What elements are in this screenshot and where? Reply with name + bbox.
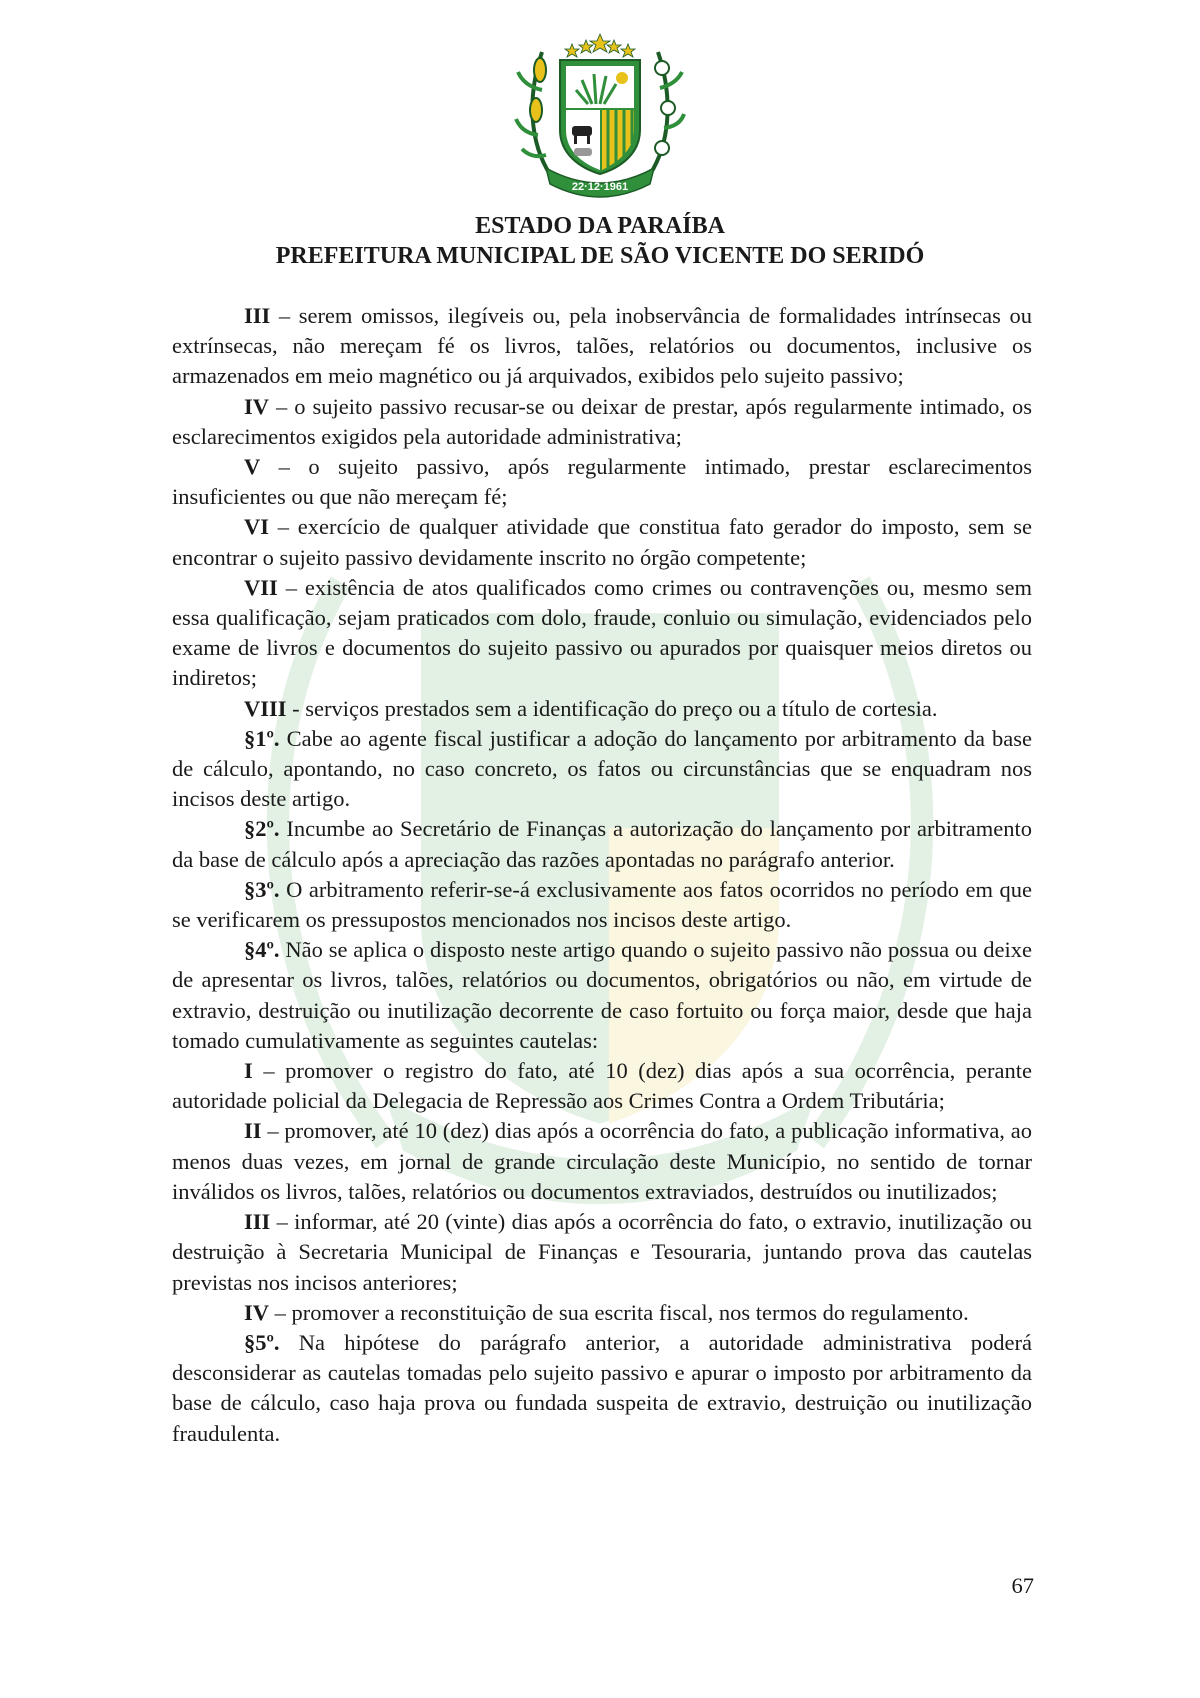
paragraph-text: Não se aplica o disposto neste artigo quando o sujeito passivo não possua ou deixe de apresentar os livros, talões, relatórios ou documentos, obrigatórios ou não, em virtude de extravio, destruição ou inutilização decorrente de caso fortuito ou força maior, desde que haja tomado cumulativamente as seguintes cautelas: bbox=[172, 937, 1032, 1053]
shield-icon bbox=[560, 60, 640, 174]
paragraph-label: §1º. bbox=[244, 725, 280, 751]
paragraph-label: §2º. bbox=[244, 816, 280, 842]
paragraph-text: – o sujeito passivo, após regularmente intimado, prestar esclarecimentos insuficientes ou que não mereçam fé; bbox=[172, 454, 1032, 510]
paragraph bbox=[172, 1207, 1032, 1298]
paragraph-label: VIII bbox=[244, 695, 287, 721]
stars-icon bbox=[565, 34, 635, 57]
paragraph bbox=[172, 1116, 1032, 1207]
paragraph-text: – o sujeito passivo recusar-se ou deixar de prestar, após regularmente intimado, os esclarecimentos exigidos pela autoridade administrativa; bbox=[172, 393, 1032, 449]
paragraph-label: III bbox=[244, 303, 271, 328]
paragraph-text: – informar, até 20 (vinte) dias após a ocorrência do fato, o extravio, inutilização ou destruição à Secretaria Municipal de Finanças e Tesouraria, juntando prova das cautelas previstas nos incisos anteriores; bbox=[172, 1209, 1032, 1295]
paragraph-label: I bbox=[244, 1058, 253, 1084]
paragraph bbox=[172, 814, 1032, 874]
paragraph-text: – promover a reconstituição de sua escrita fiscal, nos termos do regulamento. bbox=[269, 1299, 969, 1325]
paragraph-text: O arbitramento referir-se-á exclusivamente aos fatos ocorridos no período em que se verificarem os pressupostos mencionados nos incisos deste artigo. bbox=[172, 876, 1032, 933]
paragraph-label: V bbox=[244, 454, 261, 480]
state-title: ESTADO DA PARAÍBA bbox=[475, 213, 725, 239]
paragraph-label: §5º. bbox=[244, 1329, 280, 1355]
paragraph bbox=[172, 452, 1032, 512]
paragraph-text: – exercício de qualquer atividade que constitua fato gerador do imposto, sem se encontrar o sujeito passivo devidamente inscrito no órgão competente; bbox=[172, 514, 1032, 570]
paragraph-label: §3º. bbox=[244, 876, 280, 902]
paragraph-text: – promover o registro do fato, até 10 (dez) dias após a sua ocorrência, perante autoridade policial da Delegacia de Repressão aos Crimes Contra a Ordem Tributária; bbox=[172, 1058, 1032, 1114]
paragraph-text: – serem omissos, ilegíveis ou, pela inobservância de formalidades intrínsecas ou extrínsecas, não mereçam fé os livros, talões, relatórios ou documentos, inclusive os armazenados em meio magnético ou já arquivados, exibidos pelo sujeito passivo; bbox=[172, 303, 1032, 389]
paragraph bbox=[172, 1056, 1032, 1116]
crest-date: 22·12·1961 bbox=[571, 181, 629, 193]
paragraph-text: Incumbe ao Secretário de Finanças a autorização do lançamento por arbitramento da base de cálculo após a apreciação das razões apontadas no parágrafo anterior. bbox=[172, 816, 1032, 872]
paragraph-label: III bbox=[244, 1209, 271, 1235]
municipal-coat-of-arms bbox=[512, 30, 688, 202]
paragraph-text: Cabe ao agente fiscal justificar a adoção do lançamento por arbitramento da base de cálculo, apontando, no caso concreto, os fatos ou circunstâncias que se enquadram nos incisos deste artigo. bbox=[172, 725, 1032, 812]
paragraph bbox=[172, 392, 1032, 452]
municipality-title: PREFEITURA MUNICIPAL DE SÃO VICENTE DO SERIDÓ bbox=[275, 243, 925, 269]
paragraph-label: VII bbox=[244, 574, 278, 600]
paragraph-label: II bbox=[244, 1118, 262, 1144]
paragraph-text: – promover, até 10 (dez) dias após a ocorrência do fato, a publicação informativa, ao menos duas vezes, em jornal de grande circulação deste Município, no sentido de tornar inválidos os livros, talões, relatórios ou documentos extraviados, destruídos ou inutilizados; bbox=[172, 1118, 1032, 1204]
paragraph bbox=[172, 935, 1032, 1056]
paragraph bbox=[172, 694, 1032, 724]
paragraph bbox=[172, 724, 1032, 815]
paragraph bbox=[172, 875, 1032, 935]
paragraph bbox=[172, 301, 1032, 392]
paragraph-label: IV bbox=[244, 393, 270, 419]
paragraph-label: §4º. bbox=[244, 937, 280, 963]
paragraph bbox=[172, 573, 1032, 694]
paragraph-label: IV bbox=[244, 1299, 270, 1325]
cotton-branch-icon bbox=[646, 52, 684, 180]
paragraph-text: - serviços prestados sem a identificação do preço ou a título de cortesia. bbox=[286, 695, 938, 721]
document-body bbox=[172, 301, 1032, 1449]
paragraph bbox=[172, 1328, 1032, 1449]
paragraph bbox=[172, 1298, 1032, 1328]
paragraph-text: Na hipótese do parágrafo anterior, a autoridade administrativa poderá desconsiderar as cautelas tomadas pelo sujeito passivo e apurar o imposto por arbitramento da base de cálculo, caso haja prova ou fundada suspeita de extravio, destruição ou inutilização fraudulenta. bbox=[172, 1329, 1032, 1446]
paragraph-text: – existência de atos qualificados como crimes ou contravenções ou, mesmo sem essa qualificação, sejam praticados com dolo, fraude, conluio ou simulação, evidenciados pelo exame de livros e documentos do sujeito passivo ou apurados por quaisquer meios diretos ou indiretos; bbox=[172, 574, 1032, 691]
corn-stalk-icon bbox=[516, 52, 554, 180]
page-number: 67 bbox=[1011, 1573, 1034, 1598]
paragraph bbox=[172, 512, 1032, 572]
paragraph-label: VI bbox=[244, 514, 270, 540]
